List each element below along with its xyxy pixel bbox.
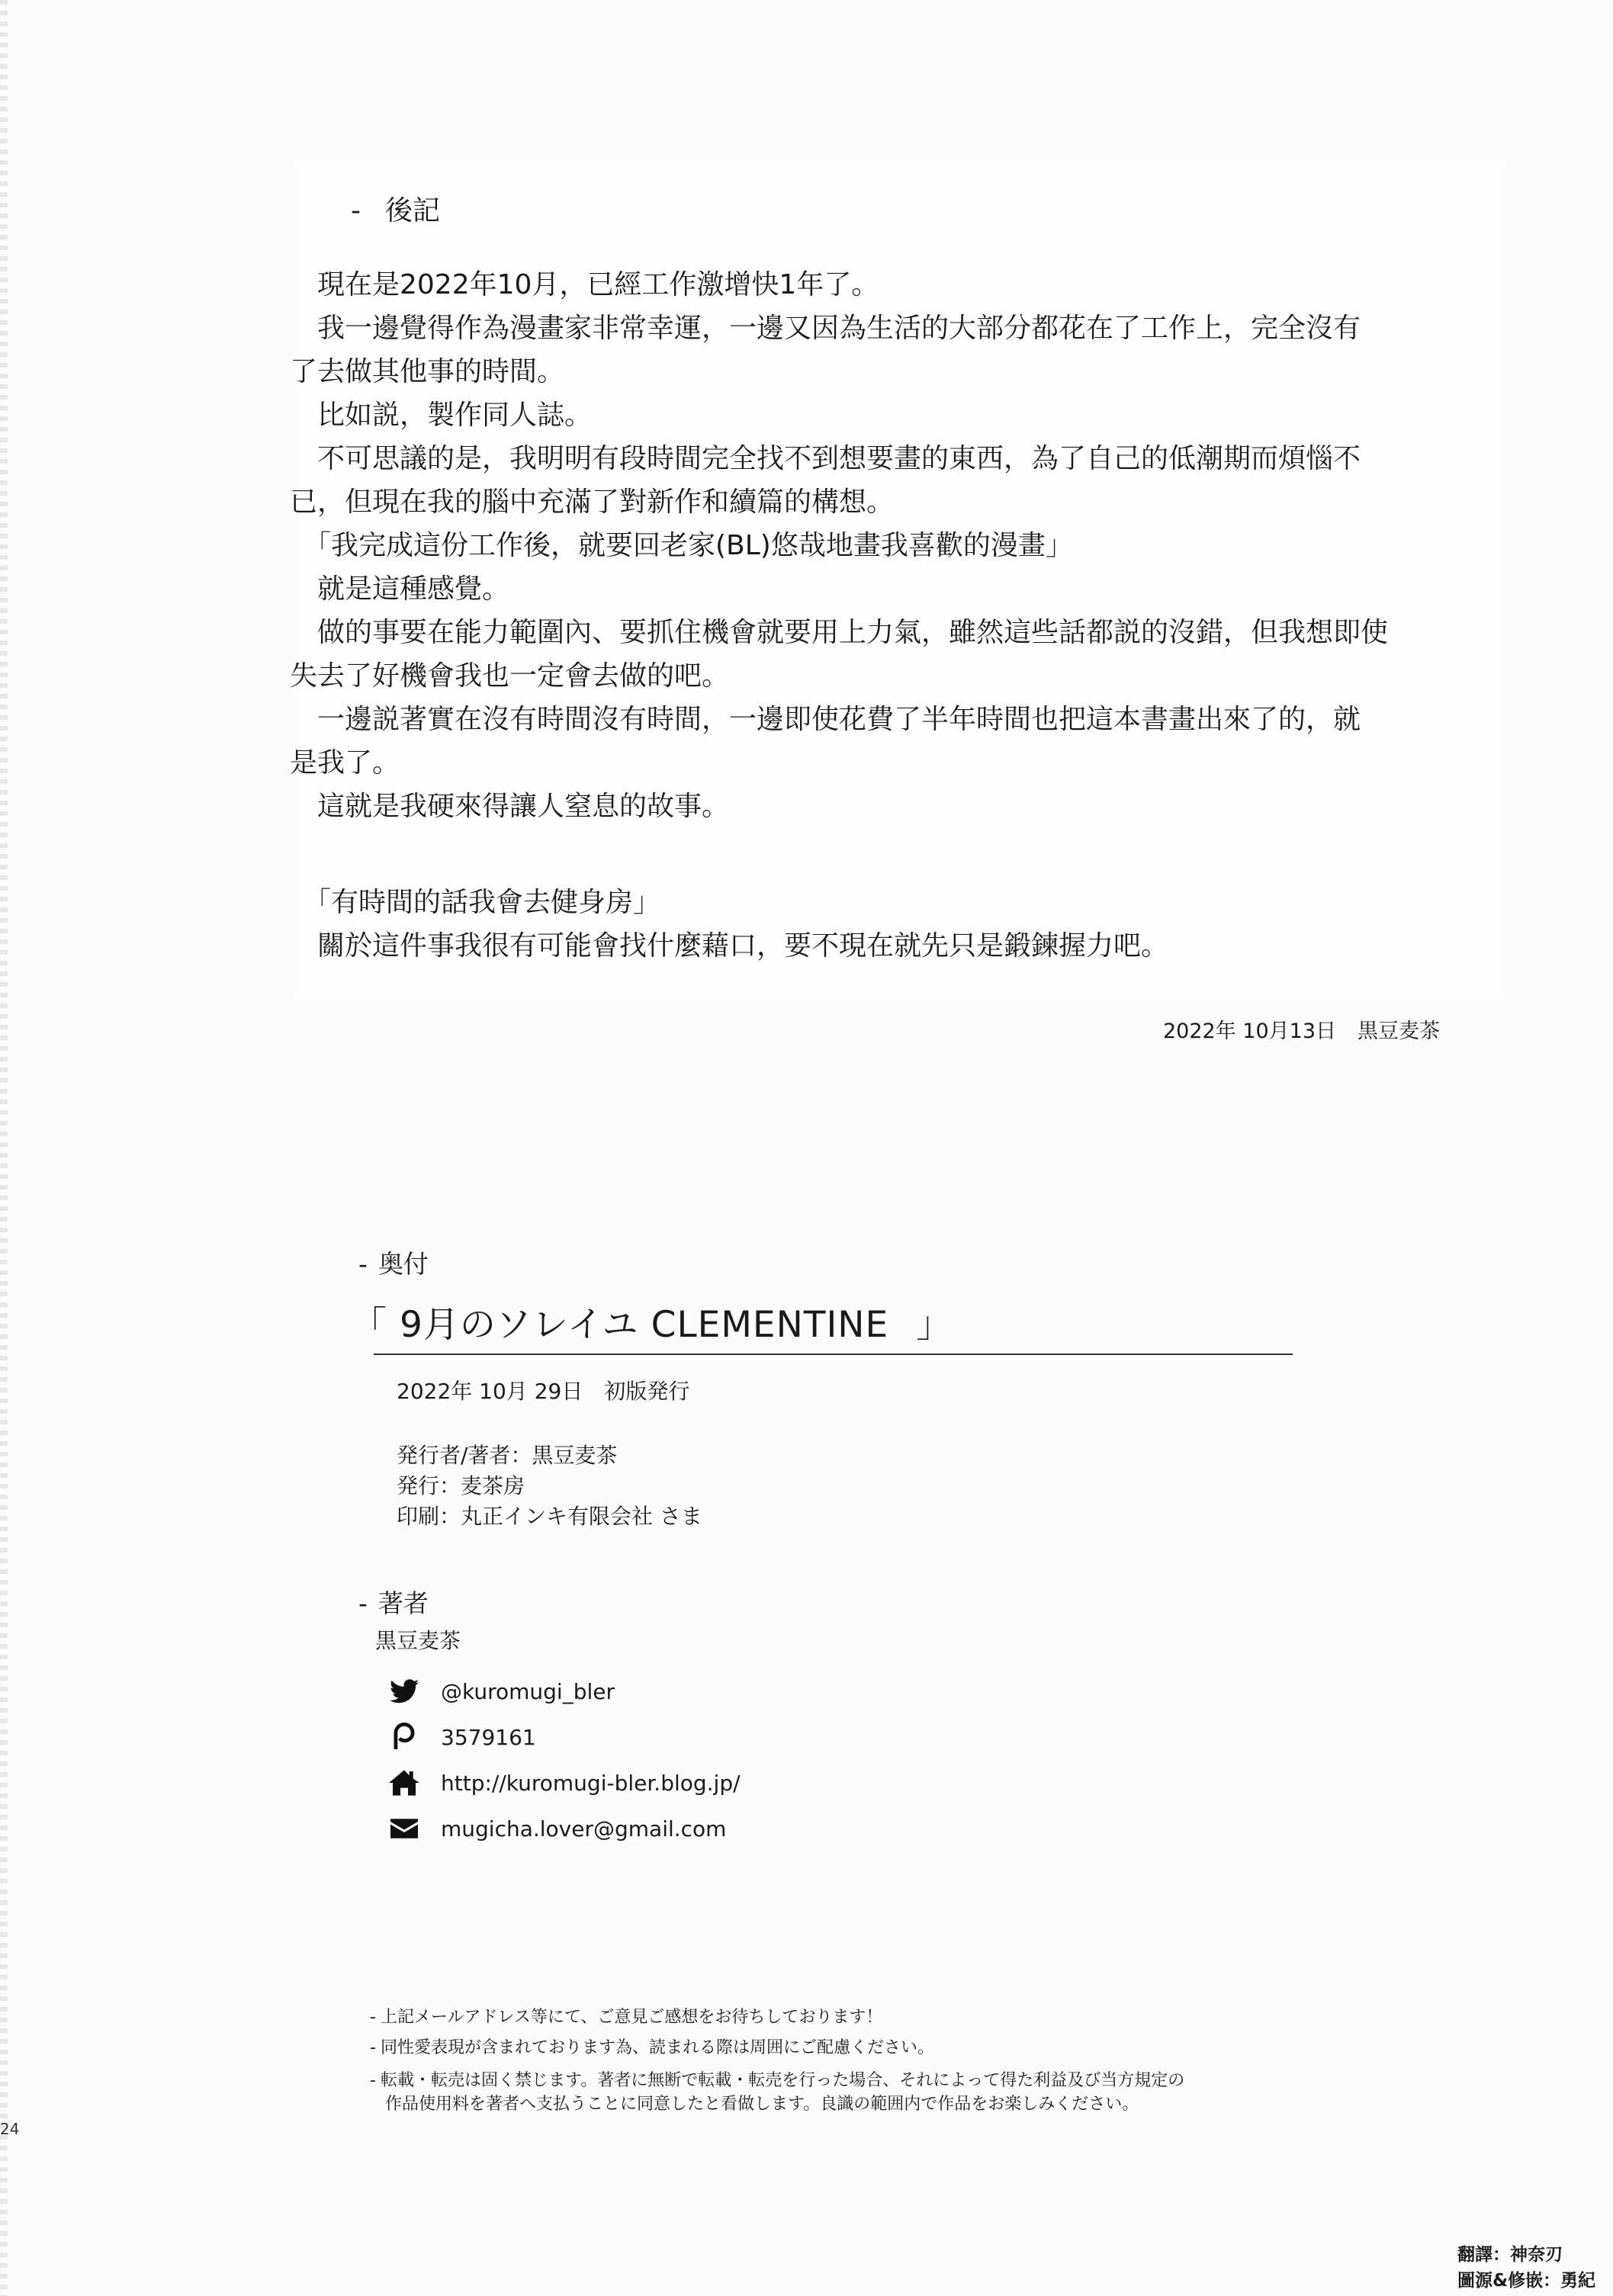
book-title [351, 1296, 953, 1347]
contact-email[interactable] [389, 1813, 726, 1844]
twitter-icon [389, 1676, 419, 1707]
afterword-line: 現在是2022年10月，已經工作激增快1年了。 [290, 269, 879, 300]
afterword-line: 就是這種感覺。 [290, 573, 510, 605]
afterword-line: 一邊説著實在沒有時間沒有時間，一邊即使花費了半年時間也把這本書畫出來了的，就 [290, 704, 1361, 735]
afterword-signature [1163, 1014, 1440, 1044]
heading-dash: - [351, 195, 361, 226]
notice-item: - 同性愛表現が含まれております為、読まれる際は周囲にご配慮ください。 [370, 2038, 934, 2057]
publisher-author: 発行者/著者：黒豆麦茶 [397, 1443, 618, 1468]
afterword-line: 做的事要在能力範圍內、要抓住機會就要用上力氣，雖然這些話都説的沒錯，但我想即使 [290, 617, 1389, 648]
afterword-line: 這就是我硬來得讓人窒息的故事。 [290, 791, 730, 822]
heading-dash: - [358, 1588, 368, 1618]
title-open-bracket: 「 [351, 1304, 387, 1346]
afterword-date: 2022年 10月13日 [1163, 1020, 1337, 1043]
notice-item: - 上記メールアドレス等にて、ご意見ご感想をお待ちしております！ [370, 2008, 883, 2027]
afterword-line: 失去了好機會我也一定會去做的吧。 [290, 660, 730, 692]
afterword-postscript [290, 881, 1468, 968]
contact-twitter[interactable] [389, 1676, 615, 1707]
afterword-line: 「我完成這份工作後，就要回老家(BL)悠哉地畫我喜歡的漫畫」 [290, 530, 1073, 561]
title-close-bracket: 」 [916, 1304, 953, 1346]
edition-date: 2022年 10月 29日 初版発行 [397, 1379, 690, 1404]
afterword-line: 不可思議的是，我明明有段時間完全找不到想要畫的東西，為了自己的低潮期而煩惱不 [290, 443, 1361, 474]
publisher: 発行：麦茶房 [397, 1473, 525, 1498]
afterword-line: 已，但現在我的腦中充滿了對新作和續篇的構想。 [290, 486, 895, 518]
afterword-author: 黒豆麦茶 [1358, 1020, 1441, 1043]
afterword-line: 「有時間的話我會去健身房」 [290, 887, 661, 918]
afterword-line: 我一邊覺得作為漫畫家非常幸運，一邊又因為生活的大部分都花在了工作上，完全沒有 [290, 313, 1361, 344]
website-url: http://kuromugi-bler.blog.jp/ [441, 1770, 741, 1796]
afterword-line: 是我了。 [290, 747, 400, 779]
afterword-line: 比如説，製作同人誌。 [290, 400, 593, 431]
contact-website[interactable] [389, 1768, 741, 1798]
heading-dash: - [358, 1249, 368, 1279]
title-text: 9月のソレイユ CLEMENTINE [399, 1304, 889, 1346]
afterword-line: 關於這件事我很有可能會找什麼藉口，要不現在就先只是鍛鍊握力吧。 [290, 930, 1169, 962]
email-address: mugicha.lover@gmail.com [441, 1816, 727, 1842]
colophon-heading: - 奥付 [358, 1249, 429, 1279]
title-underline [374, 1354, 1293, 1355]
afterword-heading: - 後記 [351, 195, 441, 226]
contact-pixiv[interactable] [389, 1722, 536, 1752]
afterword-line: 了去做其他事的時間。 [290, 356, 565, 387]
pixiv-icon [389, 1722, 419, 1752]
author-name: 黒豆麦茶 [375, 1628, 461, 1653]
notice-continuation: 作品使用料を著者へ支払うことに同意したと看做します。良識の範囲内で作品をお楽しみください。 [385, 2095, 1139, 2114]
author-heading: - 著者 [358, 1588, 429, 1618]
translator-credit: 翻譯：神奈刃 [1457, 2245, 1563, 2265]
afterword-body [290, 263, 1468, 828]
translation-credits [1457, 2242, 1610, 2294]
pixiv-id: 3579161 [441, 1724, 536, 1750]
home-icon [389, 1768, 419, 1798]
mail-icon [389, 1813, 419, 1844]
printer: 印刷：丸正インキ有限会社 さま [397, 1504, 702, 1529]
twitter-handle: @kuromugi_bler [441, 1678, 615, 1704]
editor-credit: 圖源&修嵌：勇紀 [1457, 2271, 1596, 2291]
page-number: 24 [0, 2120, 20, 2138]
notice-item: - 転載・転売は固く禁じます。著者に無断で転載・転売を行った場合、それによって得た利益及び当方規定の 作品使用料を著者へ支払うことに同意したと看做します。良識の範囲内で作品をお楽しみください。 [370, 2071, 1185, 2114]
